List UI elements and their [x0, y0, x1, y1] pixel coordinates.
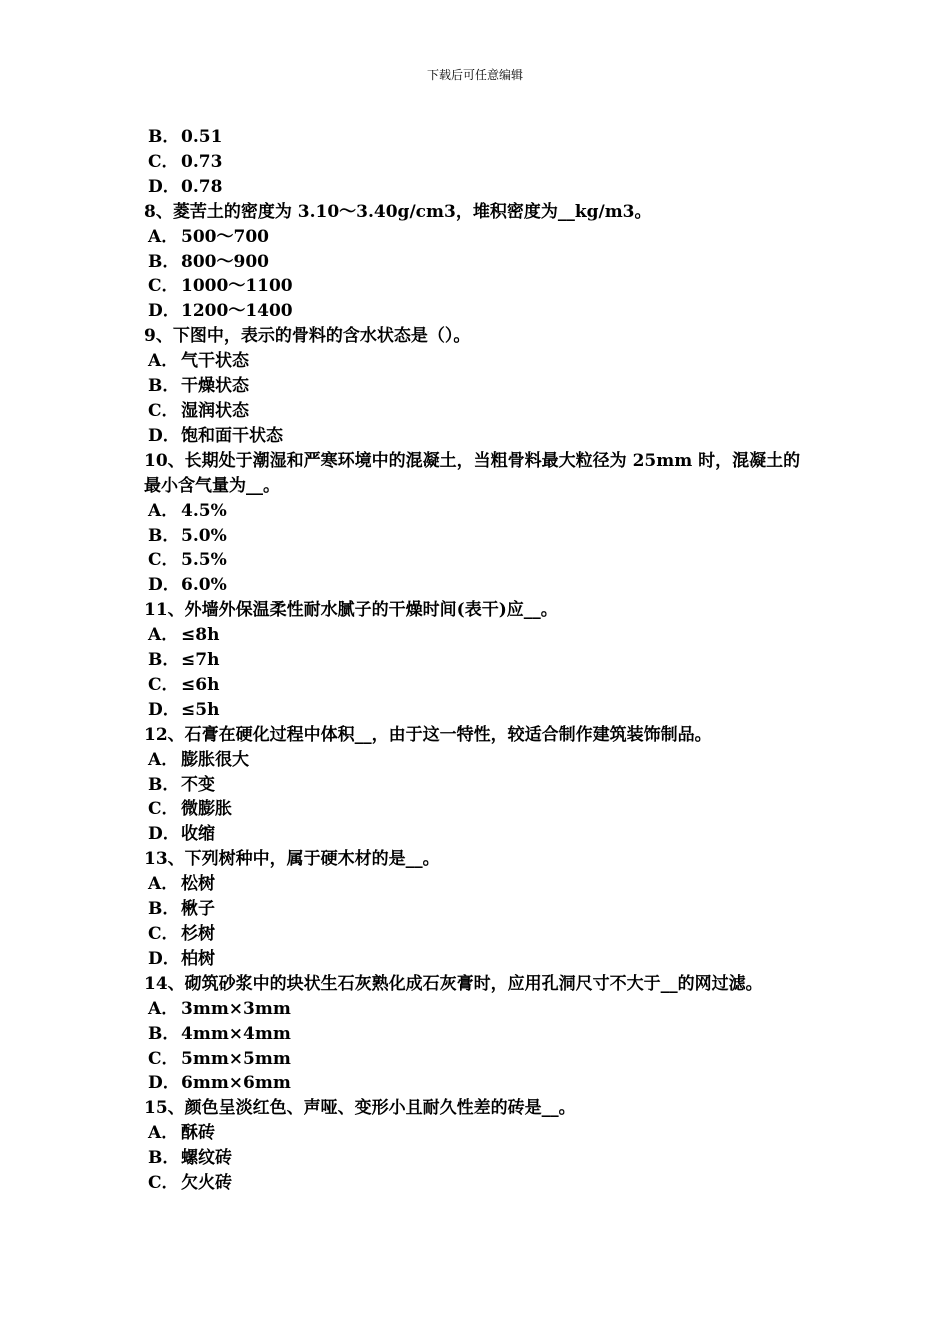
- option-letter: A．: [148, 226, 179, 247]
- option-letter: C．: [148, 400, 179, 421]
- option-text: 0.51: [181, 127, 223, 147]
- option-letter: A．: [148, 749, 179, 770]
- option-c: [144, 1047, 814, 1072]
- option-letter: A．: [148, 625, 179, 646]
- option-letter: D．: [148, 824, 180, 845]
- option-text: 6.0%: [181, 575, 227, 596]
- option-d: [144, 299, 814, 324]
- option-text: 柏树: [181, 948, 215, 969]
- option-c: [144, 274, 814, 299]
- option-b: [144, 1022, 814, 1047]
- option-text: 4.5%: [181, 500, 227, 521]
- option-d: [144, 947, 814, 972]
- option-text: 螺纹砖: [181, 1148, 232, 1169]
- option-text: 膨胀很大: [181, 749, 249, 770]
- question-12: 12、石膏在硬化过程中体积__，由于这一特性，较适合制作建筑装饰制品。: [144, 724, 712, 745]
- option-d: [144, 175, 814, 200]
- option-text: 干燥状态: [181, 376, 249, 397]
- option-letter: B．: [148, 525, 180, 546]
- option-text: 1200～1400: [181, 301, 293, 322]
- option-text: 5.0%: [181, 525, 227, 546]
- option-b: [144, 524, 814, 549]
- option-b: [144, 773, 814, 798]
- option-d: [144, 698, 814, 723]
- option-a: [144, 748, 814, 773]
- option-text: 松树: [181, 874, 215, 895]
- question-13: 13、下列树种中，属于硬木材的是__。: [144, 849, 440, 870]
- option-text: 6mm×6mm: [181, 1073, 291, 1094]
- option-text: 5mm×5mm: [181, 1048, 291, 1069]
- page-header: 下载后可任意编辑: [426, 68, 523, 82]
- option-letter: B．: [148, 251, 180, 272]
- question-14: 14、砌筑砂浆中的块状生石灰熟化成石灰膏时，应用孔洞尺寸不大于__的网过滤。: [144, 973, 763, 994]
- option-b: [144, 374, 814, 399]
- option-text: 0.78: [181, 176, 223, 197]
- option-c: [144, 1171, 814, 1196]
- option-letter: B．: [148, 1148, 180, 1169]
- option-b: [144, 250, 814, 275]
- option-text: 1000～1100: [181, 276, 293, 297]
- option-letter: C．: [148, 151, 179, 172]
- option-text: 不变: [181, 774, 215, 795]
- option-d: [144, 424, 814, 449]
- option-letter: C．: [148, 799, 179, 820]
- option-a: [144, 499, 814, 524]
- option-letter: A．: [148, 874, 179, 895]
- option-text: 酥砖: [181, 1123, 215, 1144]
- option-text: 气干状态: [181, 351, 249, 372]
- option-d: [144, 822, 814, 847]
- option-text: ≤6h: [181, 674, 220, 695]
- option-a: [144, 349, 814, 374]
- option-letter: D．: [148, 1073, 180, 1094]
- option-letter: B．: [148, 650, 180, 671]
- option-text: 欠火砖: [181, 1173, 232, 1194]
- question-15: 15、颜色呈淡红色、声哑、变形小且耐久性差的砖是__。: [144, 1098, 576, 1119]
- option-letter: C．: [148, 1048, 179, 1069]
- option-text: ≤7h: [181, 650, 220, 671]
- option-text: 收缩: [181, 824, 215, 845]
- option-a: [144, 997, 814, 1022]
- option-text: 5.5%: [181, 550, 227, 571]
- option-letter: A．: [148, 1123, 179, 1144]
- option-a: [144, 1121, 814, 1146]
- option-c: [144, 673, 814, 698]
- option-text: 3mm×3mm: [181, 998, 291, 1019]
- option-a: [144, 225, 814, 250]
- option-letter: D．: [148, 176, 180, 197]
- option-letter: D．: [148, 699, 180, 720]
- option-text: 4mm×4mm: [181, 1023, 291, 1044]
- option-text: 800～900: [181, 251, 269, 272]
- option-letter: B．: [148, 127, 180, 147]
- option-c: [144, 922, 814, 947]
- question-10: 10、长期处于潮湿和严寒环境中的混凝土，当粗骨料最大粒径为 25mm 时，混凝土的最小含气量为__。: [144, 450, 801, 496]
- option-letter: B．: [148, 774, 180, 795]
- option-d: [144, 573, 814, 598]
- question-9: 9、下图中，表示的骨料的含水状态是（）。: [144, 326, 471, 347]
- option-a: [144, 623, 814, 648]
- option-letter: B．: [148, 376, 180, 397]
- option-b: [144, 897, 814, 922]
- option-letter: D．: [148, 425, 180, 446]
- option-letter: C．: [148, 276, 179, 297]
- option-letter: D．: [148, 301, 180, 322]
- option-letter: D．: [148, 575, 180, 596]
- option-text: 微膨胀: [181, 799, 232, 820]
- question-11: 11、外墙外保温柔性耐水腻子的干燥时间(表干)应__。: [144, 600, 558, 621]
- option-b: [144, 125, 814, 150]
- option-letter: C．: [148, 1173, 179, 1194]
- option-letter: C．: [148, 674, 179, 695]
- option-letter: B．: [148, 1023, 180, 1044]
- option-text: ≤5h: [181, 699, 220, 720]
- option-letter: A．: [148, 351, 179, 372]
- option-text: 杉树: [181, 924, 215, 944]
- question-list: [144, 125, 814, 1196]
- option-b: [144, 1146, 814, 1171]
- option-text: 500～700: [181, 226, 269, 247]
- option-c: [144, 399, 814, 424]
- option-d: [144, 1071, 814, 1096]
- option-letter: C．: [148, 924, 179, 944]
- option-c: [144, 797, 814, 822]
- option-text: 楸子: [181, 899, 215, 920]
- option-c: [144, 548, 814, 573]
- option-letter: A．: [148, 500, 179, 521]
- option-c: [144, 150, 814, 175]
- option-b: [144, 648, 814, 673]
- option-letter: A．: [148, 998, 179, 1019]
- option-text: 0.73: [181, 151, 223, 172]
- option-letter: B．: [148, 899, 180, 920]
- option-text: 湿润状态: [181, 400, 249, 421]
- option-letter: C．: [148, 550, 179, 571]
- option-text: 饱和面干状态: [181, 425, 283, 446]
- question-8: 8、菱苦土的密度为 3.10～3.40g/cm3，堆积密度为__kg/m3。: [144, 201, 652, 222]
- option-text: ≤8h: [181, 625, 220, 646]
- option-letter: D．: [148, 948, 180, 969]
- option-a: [144, 872, 814, 897]
